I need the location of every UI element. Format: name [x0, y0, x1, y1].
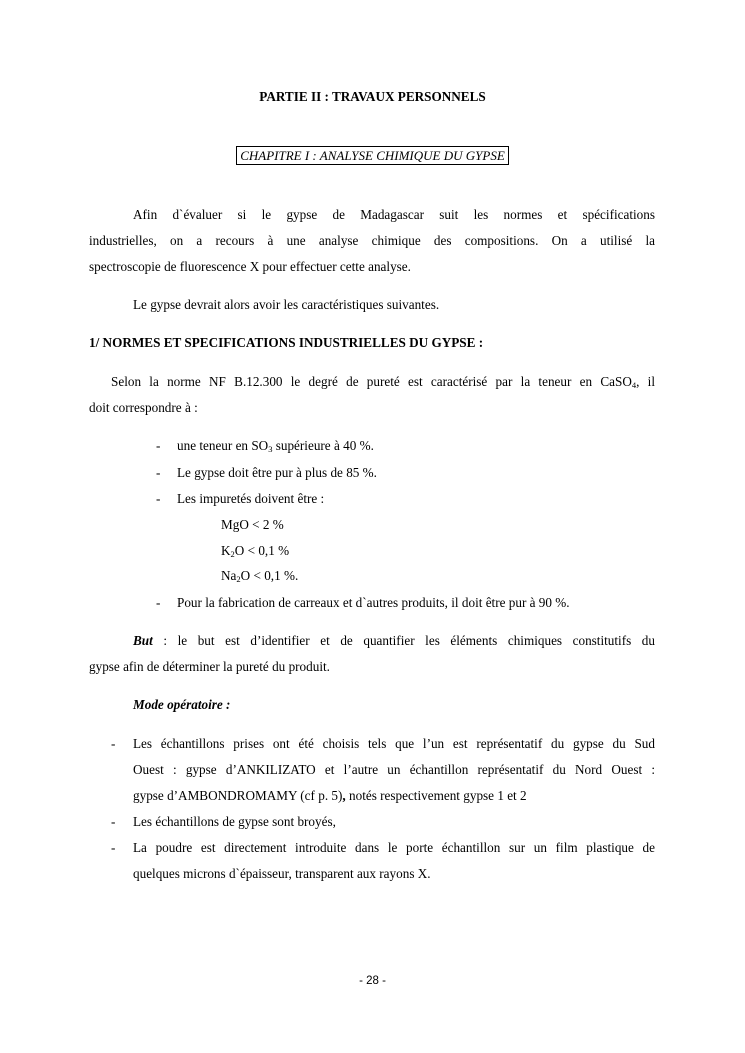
impurity-na2o-subscript: 2 [236, 574, 241, 584]
page-number: - 28 - [359, 975, 386, 987]
spec-item-impurities: Les impuretés doivent être : [177, 491, 325, 506]
section-heading-norms: 1/ NORMES ET SPECIFICATIONS INDUSTRIELLES DU GYPSE : [89, 335, 484, 350]
procedure-heading: Mode opératoire : [133, 697, 231, 712]
step-1-comma: , [342, 788, 346, 803]
intro-sentence-2: Le gypse devrait alors avoir les caractéristiques suivantes. [133, 297, 440, 312]
intro-line-1: Afin d`évaluer si le gypse de Madagascar suit les normes et spécifications [133, 207, 655, 222]
impurity-na2o [221, 568, 298, 584]
norm-line-1-end: , il [636, 374, 655, 389]
impurity-k2o [221, 543, 289, 559]
step-3-line-1: La poudre est directement introduite dans le porte échantillon sur un film plastique de [133, 840, 655, 855]
step-2-line-1: Les échantillons de gypse sont broyés, [133, 814, 336, 829]
spec-item-tiles: Pour la fabrication de carreaux et d`autres produits, il doit être pur à 90 %. [177, 595, 570, 610]
intro-line-2: industrielles, on a recours à une analyse chimique des compositions. On a utilisé la [89, 233, 655, 248]
step-1-line-1: Les échantillons prises ont été choisis tels que l’un est représentatif du gypse du Sud [133, 736, 655, 751]
norm-line-1-text: Selon la norme NF B.12.300 le degré de pureté est caractérisé par la teneur en CaSO [111, 374, 632, 389]
step-1-line-2: Ouest : gypse d’ANKILIZATO et l’autre un échantillon représentatif du Nord Ouest : [133, 762, 655, 777]
step-1-line-3 [133, 788, 527, 804]
step-1-line-3-end: notés respectivement gypse 1 et 2 [345, 788, 527, 803]
intro-line-3: spectroscopie de fluorescence X pour effectuer cette analyse. [89, 259, 411, 274]
goal-line-2: gypse afin de déterminer la pureté du produit. [89, 659, 330, 674]
impurity-mgo [221, 517, 284, 533]
spec-item-purity: Le gypse doit être pur à plus de 85 %. [177, 465, 377, 480]
spec-bullet: - [156, 465, 161, 480]
goal-line-1-text: : le but est d’identifier et de quantifier les éléments chimiques constitutifs du [152, 633, 655, 648]
spec1-end: supérieure à 40 %. [272, 438, 374, 453]
spec-bullet: - [156, 491, 161, 506]
spec1-text: une teneur en SO [177, 438, 269, 453]
goal-label: But [133, 633, 153, 648]
chapter-title: CHAPITRE I : ANALYSE CHIMIQUE DU GYPSE [236, 146, 509, 165]
spec-bullet: - [156, 438, 161, 453]
norm-line-1 [89, 374, 655, 390]
impurity-k2o-text: K [221, 543, 231, 558]
spec-bullet: - [156, 595, 161, 610]
impurity-k2o-subscript: 2 [230, 549, 235, 559]
impurity-k2o-limit: O < 0,1 % [234, 543, 290, 558]
goal-line-1 [89, 633, 655, 649]
step-1-line-3-text: gypse d’AMBONDROMAMY (cf p. 5) [133, 788, 343, 803]
part-title: PARTIE II : TRAVAUX PERSONNELS [259, 89, 486, 104]
spec1-subscript: 3 [268, 444, 273, 454]
spec-item-so3 [177, 438, 374, 454]
norm-line-2: doit correspondre à : [89, 400, 198, 415]
chapter-title-wrapper [0, 146, 745, 165]
step-bullet: - [111, 736, 116, 751]
norm-subscript: 4 [631, 380, 637, 390]
impurity-na2o-text: Na [221, 568, 237, 583]
step-3-line-2: quelques microns d`épaisseur, transparent aux rayons X. [133, 866, 431, 881]
impurity-mgo-limit: < 2 % [248, 517, 284, 532]
impurity-na2o-limit: O < 0,1 %. [240, 568, 299, 583]
step-bullet: - [111, 840, 116, 855]
step-bullet: - [111, 814, 116, 829]
impurity-mgo-text: MgO [221, 517, 249, 532]
